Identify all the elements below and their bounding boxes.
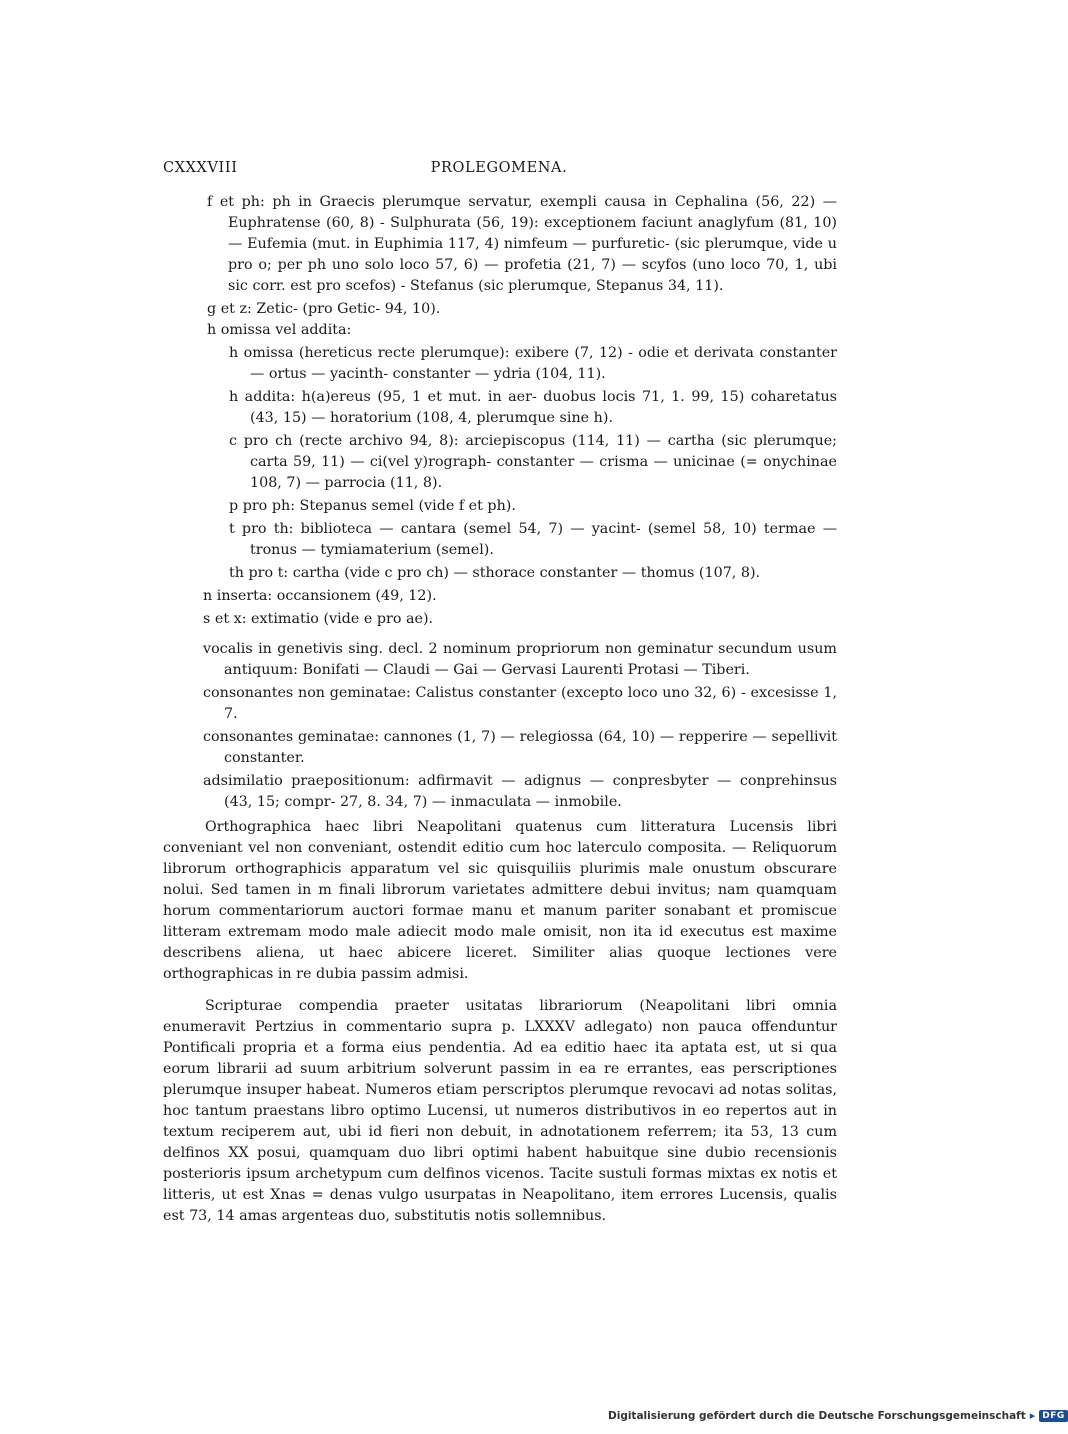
page-header — [163, 160, 835, 176]
prose-section — [163, 817, 837, 1227]
page-body — [163, 192, 837, 1227]
list-item: p pro ph: Stepanus semel (vide f et ph). — [229, 498, 516, 514]
paragraph: Orthographica haec libri Neapolitani quatenus cum litteratura Lucensis libri conveniant vel non conveniant, ostendit editio cum hoc laterculo composita. — Reliquorum librorum orthographicis apparatum vel sic quisquiliis plurimis male onustum obscurare nolui. Sed tamen in m finali librorum varietates admittere debui invitus; nam quamquam horum commentariorum auctori formae manu et manum pariter sonabant et promiscue litteram extremam modo male adiecit modo male omisit, non ita id executus est maxime describens aliena, ut haec abicere liceret. Similiter alias quoque lectiones vere orthographicas in re dubia passim admisi. — [163, 819, 837, 982]
running-title: PROLEGOMENA. — [430, 160, 568, 176]
paragraph: Scripturae compendia praeter usitatas librariorum (Neapolitani libri omnia enumeravit Pertzius in commentario supra p. LXXXV adlegato) non pauca offenduntur Pontificali propria et a forma eius pendentia. Ad ea editio haec ita aptata est, ut si qua eorum librarii ad suum arbitrium solverunt passim in ea re errantes, eas perscriptiones plerumque insuper habeat. Numeros etiam perscriptos plerumque revocavi ad notas solitas, hoc tantum praestans libro optimo Lucensi, ut numeros distributivos in eo repertos aut in textum reciperem aut, ubi id fieri non debuit, in adnotationem referrem; ita 53, 13 cum delfinos XX posui, quamquam duo libri optimi habent habuitque sine dubio recensionis posterioris ipsum archetypum cum delfinos vicenos. Tacite sustuli formas mixtas ex notis et litteris, ut est Xnas = denas vulgo usurpatas in Neapolitano, item errores Lucensis, qualis est 73, 14 amas argenteas duo, substitutis notis sollemnibus. — [163, 998, 837, 1224]
dfg-logo: DFG — [1039, 1410, 1068, 1422]
list-item: adsimilatio praepositionum: adfirmavit — adignus — conpresbyter — conprehinsus (43, 15; compr- 27, 8. 34, 7) — inmaculata — inmobile. — [203, 773, 837, 810]
list-item: c pro ch (recte archivo 94, 8): arciepiscopus (114, 11) — cartha (sic plerumque; carta 59, 11) — ci(vel y)rograph- constanter — crisma — unicinae (= onychinae 108, 7) — parrocia (11, 8). — [229, 433, 837, 491]
list-item: n inserta: occansionem (49, 12). — [203, 588, 437, 604]
list-item: f et ph: ph in Graecis plerumque servatur, exempli causa in Cephalina (56, 22) — Euphratense (60, 8) - Sulphurata (56, 19): exceptionem faciunt anaglyfum (81, 10) — Eufemia (mut. in Euphimia 117, 4) nimfeum — purfuretic- (sic plerumque, vide u pro o; per ph uno solo loco 57, 6) — profetia (21, 7) — scyfos (uno loco 70, 1, ubi sic corr. est pro scefos) - Stefanus (sic plerumque, Stepanus 34, 11). — [207, 194, 837, 294]
list-item: th pro t: cartha (vide c pro ch) — sthorace constanter — thomus (107, 8). — [229, 565, 761, 581]
list-item: s et x: extimatio (vide e pro ae). — [203, 611, 434, 627]
arrow-icon: ▸ — [1029, 1409, 1036, 1422]
footer-text: Digitalisierung gefördert durch die Deutsche Forschungsgemeinschaft — [608, 1409, 1026, 1422]
list-item: t pro th: biblioteca — cantara (semel 54, 7) — yacint- (semel 58, 10) termae — tronus — tymiamaterium (semel). — [229, 521, 837, 558]
list-item: h omissa vel addita: — [207, 322, 352, 338]
digitization-footer — [608, 1409, 1068, 1422]
orthography-list — [163, 192, 837, 813]
list-item: h omissa (hereticus recte plerumque): exibere (7, 12) - odie et derivata constanter — ortus — yacinth- constanter — ydria (104, 11). — [229, 345, 837, 382]
list-item: consonantes geminatae: cannones (1, 7) — relegiossa (64, 10) — repperire — sepellivit constanter. — [203, 729, 837, 766]
list-item: vocalis in genetivis sing. decl. 2 nominum propriorum non geminatur secundum usum antiquum: Bonifati — Claudi — Gai — Gervasi Laurenti Protasi — Tiberi. — [203, 641, 837, 678]
list-item: h addita: h(a)ereus (95, 1 et mut. in aer- duobus locis 71, 1. 99, 15) coharetatus (43, 15) — horatorium (108, 4, plerumque sine h). — [229, 389, 837, 426]
list-item: consonantes non geminatae: Calistus constanter (excepto loco uno 32, 6) - excesisse 1, 7. — [203, 685, 837, 722]
page-number: CXXXVIII — [163, 160, 238, 176]
list-item: g et z: Zetic- (pro Getic- 94, 10). — [207, 301, 441, 317]
